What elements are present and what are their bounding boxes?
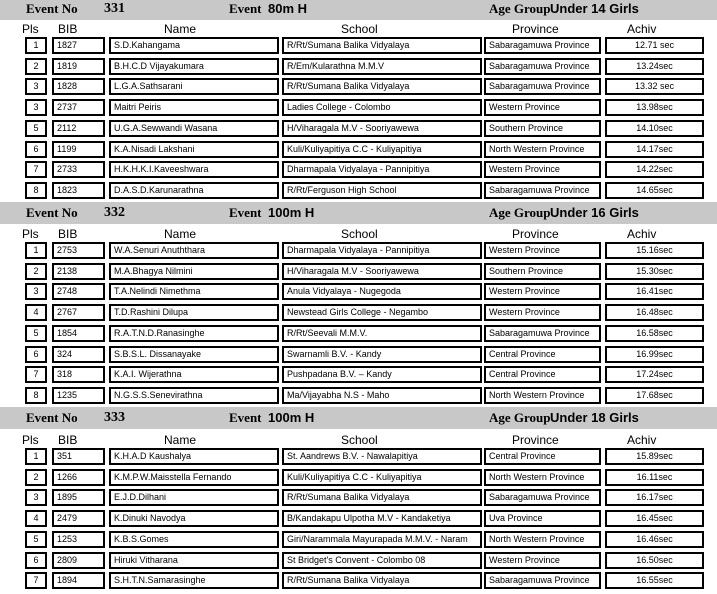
athlete-name-cell: K.M.P.W.Maisstella Fernando <box>109 469 279 486</box>
bib-cell: 1235 <box>52 387 105 404</box>
header-province: Province <box>512 22 559 36</box>
athlete-name-cell: S.B.S.L. Dissanayake <box>109 346 279 363</box>
school-cell: H/Viharagala M.V - Sooriyawewa <box>282 263 482 280</box>
athlete-name-cell: W.A.Senuri Anuththara <box>109 242 279 259</box>
bib-cell: 1827 <box>52 37 105 54</box>
province-cell: Central Province <box>484 346 601 363</box>
achievement-cell: 17.24sec <box>605 366 704 383</box>
result-row <box>0 489 717 506</box>
header-province: Province <box>512 227 559 241</box>
result-row <box>0 120 717 137</box>
province-cell: Sabaragamuwa Province <box>484 78 601 95</box>
province-cell: Sabaragamuwa Province <box>484 37 601 54</box>
school-cell: St Bridget's Convent - Colombo 08 <box>282 552 482 569</box>
place-cell: 6 <box>25 552 47 569</box>
school-cell: Ladies College - Colombo <box>282 99 482 116</box>
result-row <box>0 346 717 363</box>
achievement-cell: 16.11sec <box>605 469 704 486</box>
achievement-cell: 17.68sec <box>605 387 704 404</box>
event-label: Event <box>229 410 262 425</box>
athlete-name-cell: S.H.T.N.Samarasinghe <box>109 572 279 589</box>
event-name: 100m H <box>268 205 315 220</box>
school-cell: Swarnamli B.V. - Kandy <box>282 346 482 363</box>
event-header-333 <box>0 407 717 429</box>
achievement-cell: 15.30sec <box>605 263 704 280</box>
header-bib: BIB <box>58 227 78 241</box>
athlete-name-cell: R.A.T.N.D.Ranasinghe <box>109 325 279 342</box>
bib-cell: 351 <box>52 448 105 465</box>
bib-cell: 1823 <box>52 182 105 199</box>
place-cell: 3 <box>25 99 47 116</box>
achievement-cell: 13.32 sec <box>605 78 704 95</box>
athlete-name-cell: N.G.S.S.Senevirathna <box>109 387 279 404</box>
place-cell: 1 <box>25 448 47 465</box>
place-cell: 3 <box>25 78 47 95</box>
place-cell: 6 <box>25 346 47 363</box>
province-cell: Western Province <box>484 242 601 259</box>
place-cell: 7 <box>25 572 47 589</box>
bib-cell: 2733 <box>52 161 105 178</box>
place-cell: 6 <box>25 141 47 158</box>
place-cell: 2 <box>25 469 47 486</box>
result-row <box>0 387 717 404</box>
result-row <box>0 304 717 321</box>
province-cell: Uva Province <box>484 510 601 527</box>
place-cell: 1 <box>25 37 47 54</box>
header-bib: BIB <box>58 22 78 36</box>
column-headers <box>0 22 717 36</box>
column-headers <box>0 227 717 241</box>
bib-cell: 1854 <box>52 325 105 342</box>
event-no-label: Event No <box>26 410 78 425</box>
school-cell: Anula Vidyalaya - Nugegoda <box>282 283 482 300</box>
achievement-cell: 15.89sec <box>605 448 704 465</box>
school-cell: R/Rt/Ferguson High School <box>282 182 482 199</box>
place-cell: 4 <box>25 510 47 527</box>
school-cell: Kuli/Kuliyapitiya C.C - Kuliyapitiya <box>282 141 482 158</box>
bib-cell: 2737 <box>52 99 105 116</box>
school-cell: Dharmapala Vidyalaya - Pannipitiya <box>282 161 482 178</box>
school-cell: Giri/Narammala Mayurapada M.M.V. - Naram <box>282 531 482 548</box>
achievement-cell: 13.98sec <box>605 99 704 116</box>
athlete-name-cell: D.A.S.D.Karunarathna <box>109 182 279 199</box>
result-row <box>0 182 717 199</box>
bib-cell: 2748 <box>52 283 105 300</box>
header-name: Name <box>164 433 197 447</box>
achievement-cell: 14.22sec <box>605 161 704 178</box>
province-cell: Sabaragamuwa Province <box>484 182 601 199</box>
place-cell: 4 <box>25 304 47 321</box>
event-header-332 <box>0 202 717 224</box>
result-row <box>0 283 717 300</box>
bib-cell: 1253 <box>52 531 105 548</box>
place-cell: 2 <box>25 58 47 75</box>
school-cell: St. Aandrews B.V. - Nawalapitiya <box>282 448 482 465</box>
school-cell: Dharmapala Vidyalaya - Pannipitiya <box>282 242 482 259</box>
school-cell: R/Rt/Sumana Balika Vidyalaya <box>282 37 482 54</box>
place-cell: 3 <box>25 489 47 506</box>
achievement-cell: 16.17sec <box>605 489 704 506</box>
school-cell: R/Rt/Sumana Balika Vidyalaya <box>282 489 482 506</box>
athlete-name-cell: Hiruki Vitharana <box>109 552 279 569</box>
age-group-value: Under 18 Girls <box>550 410 639 425</box>
athlete-name-cell: K.A.I. Wijerathna <box>109 366 279 383</box>
column-headers <box>0 433 717 447</box>
event-no-label: Event No <box>26 205 78 220</box>
athlete-name-cell: M.A.Bhagya Nilmini <box>109 263 279 280</box>
school-cell: B/Kandakapu Ulpotha M.V - Kandaketiya <box>282 510 482 527</box>
athlete-name-cell: K.H.A.D Kaushalya <box>109 448 279 465</box>
achievement-cell: 14.17sec <box>605 141 704 158</box>
place-cell: 7 <box>25 161 47 178</box>
school-cell: Ma/Vijayabha N.S - Maho <box>282 387 482 404</box>
result-row <box>0 58 717 75</box>
athlete-name-cell: K.B.S.Gomes <box>109 531 279 548</box>
age-group-label: Age Group <box>489 1 551 16</box>
header-achiv: Achiv <box>627 433 657 447</box>
achievement-cell: 16.58sec <box>605 325 704 342</box>
event-no-label: Event No <box>26 1 78 16</box>
result-row <box>0 161 717 178</box>
header-school: School <box>341 22 378 36</box>
bib-cell: 318 <box>52 366 105 383</box>
result-row <box>0 141 717 158</box>
athlete-name-cell: E.J.D.Dilhani <box>109 489 279 506</box>
result-row <box>0 510 717 527</box>
school-cell: R/Rt/Seevali M.M.V. <box>282 325 482 342</box>
achievement-cell: 14.10sec <box>605 120 704 137</box>
province-cell: North Western Province <box>484 141 601 158</box>
place-cell: 8 <box>25 387 47 404</box>
athlete-name-cell: B.H.C.D Vijayakumara <box>109 58 279 75</box>
achievement-cell: 16.45sec <box>605 510 704 527</box>
bib-cell: 2479 <box>52 510 105 527</box>
province-cell: Central Province <box>484 366 601 383</box>
bib-cell: 1266 <box>52 469 105 486</box>
school-cell: Pushpadana B.V. – Kandy <box>282 366 482 383</box>
province-cell: Southern Province <box>484 120 601 137</box>
province-cell: North Western Province <box>484 469 601 486</box>
athlete-name-cell: U.G.A.Sewwandi Wasana <box>109 120 279 137</box>
bib-cell: 1894 <box>52 572 105 589</box>
place-cell: 7 <box>25 366 47 383</box>
result-row <box>0 263 717 280</box>
bib-cell: 1819 <box>52 58 105 75</box>
place-cell: 5 <box>25 325 47 342</box>
event-label: Event <box>229 1 262 16</box>
province-cell: Western Province <box>484 552 601 569</box>
achievement-cell: 16.46sec <box>605 531 704 548</box>
age-group-value: Under 14 Girls <box>550 1 639 16</box>
header-bib: BIB <box>58 433 78 447</box>
athlete-name-cell: K.A.Nisadi Lakshani <box>109 141 279 158</box>
achievement-cell: 12.71 sec <box>605 37 704 54</box>
header-pls: Pls <box>22 433 39 447</box>
header-province: Province <box>512 433 559 447</box>
result-row <box>0 448 717 465</box>
place-cell: 5 <box>25 531 47 548</box>
header-school: School <box>341 227 378 241</box>
result-row <box>0 531 717 548</box>
bib-cell: 1895 <box>52 489 105 506</box>
school-cell: Kuli/Kuliyapitiya C.C - Kuliyapitiya <box>282 469 482 486</box>
header-school: School <box>341 433 378 447</box>
athlete-name-cell: L.G.A.Sathsarani <box>109 78 279 95</box>
result-row <box>0 78 717 95</box>
header-achiv: Achiv <box>627 22 657 36</box>
province-cell: Sabaragamuwa Province <box>484 58 601 75</box>
province-cell: Sabaragamuwa Province <box>484 572 601 589</box>
achievement-cell: 15.16sec <box>605 242 704 259</box>
age-group-label: Age Group <box>489 205 551 220</box>
bib-cell: 324 <box>52 346 105 363</box>
event-name: 80m H <box>268 1 308 16</box>
result-row <box>0 37 717 54</box>
bib-cell: 2753 <box>52 242 105 259</box>
school-cell: R/Rt/Sumana Balika Vidyalaya <box>282 572 482 589</box>
athlete-name-cell: S.D.Kahangama <box>109 37 279 54</box>
province-cell: Sabaragamuwa Province <box>484 325 601 342</box>
age-group-value: Under 16 Girls <box>550 205 639 220</box>
province-cell: Sabaragamuwa Province <box>484 489 601 506</box>
header-name: Name <box>164 22 197 36</box>
result-row <box>0 99 717 116</box>
athlete-name-cell: K.Dinuki Navodya <box>109 510 279 527</box>
achievement-cell: 16.41sec <box>605 283 704 300</box>
result-row <box>0 366 717 383</box>
bib-cell: 2767 <box>52 304 105 321</box>
athlete-name-cell: Maitri Peiris <box>109 99 279 116</box>
bib-cell: 1828 <box>52 78 105 95</box>
place-cell: 5 <box>25 120 47 137</box>
achievement-cell: 16.55sec <box>605 572 704 589</box>
result-row <box>0 552 717 569</box>
achievement-cell: 16.50sec <box>605 552 704 569</box>
province-cell: Western Province <box>484 283 601 300</box>
event-number: 333 <box>104 410 125 425</box>
bib-cell: 2809 <box>52 552 105 569</box>
school-cell: R/Em/Kularathna M.M.V <box>282 58 482 75</box>
province-cell: Western Province <box>484 99 601 116</box>
result-row <box>0 469 717 486</box>
athlete-name-cell: H.K.H.K.I.Kaveeshwara <box>109 161 279 178</box>
result-row <box>0 325 717 342</box>
header-pls: Pls <box>22 227 39 241</box>
event-number: 331 <box>104 1 125 16</box>
place-cell: 2 <box>25 263 47 280</box>
header-achiv: Achiv <box>627 227 657 241</box>
achievement-cell: 16.48sec <box>605 304 704 321</box>
achievement-cell: 13.24sec <box>605 58 704 75</box>
province-cell: Central Province <box>484 448 601 465</box>
place-cell: 1 <box>25 242 47 259</box>
result-row <box>0 242 717 259</box>
province-cell: North Western Province <box>484 531 601 548</box>
bib-cell: 1199 <box>52 141 105 158</box>
athlete-name-cell: T.A.Nelindi Nimethma <box>109 283 279 300</box>
event-header-331 <box>0 0 717 20</box>
province-cell: Western Province <box>484 161 601 178</box>
athlete-name-cell: T.D.Rashini Dilupa <box>109 304 279 321</box>
header-name: Name <box>164 227 197 241</box>
achievement-cell: 14.65sec <box>605 182 704 199</box>
province-cell: Southern Province <box>484 263 601 280</box>
result-row <box>0 572 717 589</box>
school-cell: R/Rt/Sumana Balika Vidyalaya <box>282 78 482 95</box>
event-number: 332 <box>104 205 125 220</box>
school-cell: H/Viharagala M.V - Sooriyawewa <box>282 120 482 137</box>
event-label: Event <box>229 205 262 220</box>
event-name: 100m H <box>268 410 315 425</box>
achievement-cell: 16.99sec <box>605 346 704 363</box>
age-group-label: Age Group <box>489 410 551 425</box>
province-cell: North Western Province <box>484 387 601 404</box>
bib-cell: 2112 <box>52 120 105 137</box>
province-cell: Western Province <box>484 304 601 321</box>
header-pls: Pls <box>22 22 39 36</box>
place-cell: 3 <box>25 283 47 300</box>
school-cell: Newstead Girls College - Negambo <box>282 304 482 321</box>
place-cell: 8 <box>25 182 47 199</box>
bib-cell: 2138 <box>52 263 105 280</box>
